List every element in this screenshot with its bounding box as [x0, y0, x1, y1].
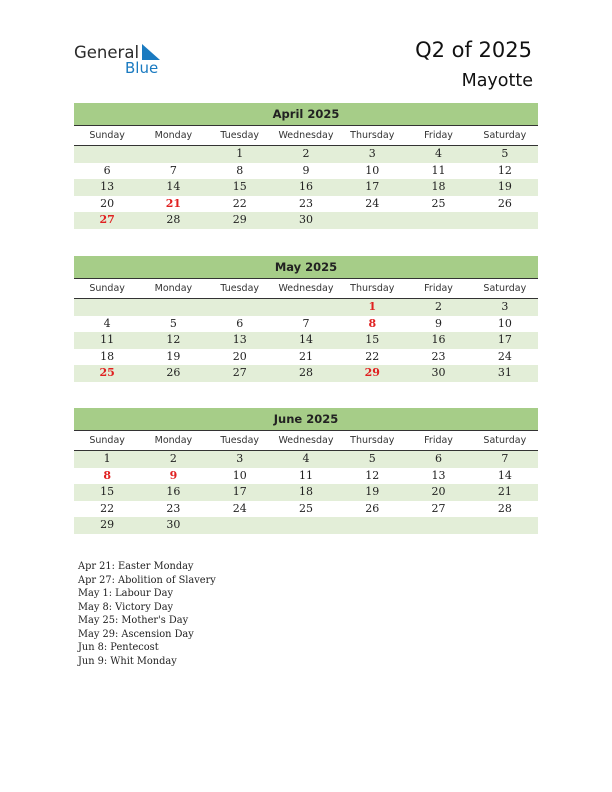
day-cell: 5 — [368, 452, 376, 465]
day-cell: 29 — [232, 213, 247, 226]
day-cell — [207, 517, 273, 534]
day-cell: 22 — [100, 501, 115, 515]
day-cell: 5 — [501, 147, 509, 160]
day-cell: 21 — [497, 485, 512, 498]
week-row — [74, 468, 538, 485]
weekday-label: Sunday — [89, 283, 125, 294]
day-cell: 2 — [169, 452, 177, 465]
day-cell: 6 — [103, 163, 111, 177]
day-cell: 13 — [431, 468, 446, 482]
day-cell — [74, 299, 140, 316]
day-cell: 11 — [298, 468, 313, 482]
day-cell — [140, 146, 206, 163]
day-cell: 15 — [100, 485, 115, 498]
day-cell — [207, 299, 273, 316]
weekday-label: Wednesday — [278, 435, 334, 446]
weekday-label: Friday — [424, 130, 453, 141]
day-cell: 28 — [298, 366, 313, 379]
day-cell: 1 — [368, 300, 377, 313]
day-cell: 5 — [169, 316, 177, 330]
day-cell: 8 — [236, 163, 244, 177]
page-subtitle: Mayotte — [461, 71, 533, 91]
month-title: June 2025 — [74, 408, 538, 431]
day-cell: 13 — [232, 333, 247, 346]
day-cell: 22 — [232, 196, 247, 210]
day-cell: 3 — [501, 300, 509, 313]
day-cell — [472, 212, 538, 229]
weekday-label: Saturday — [483, 130, 527, 141]
day-cell: 15 — [365, 333, 380, 346]
day-cell: 22 — [365, 349, 380, 363]
month-calendar — [74, 103, 538, 229]
week-row — [74, 163, 538, 180]
week-row — [74, 316, 538, 333]
day-cell: 31 — [497, 366, 512, 379]
month-title: May 2025 — [74, 256, 538, 279]
logo-word-general: General — [74, 43, 140, 62]
day-cell: 3 — [236, 452, 244, 465]
day-cell: 18 — [100, 349, 115, 363]
week-row — [74, 484, 538, 501]
day-cell: 16 — [431, 333, 446, 346]
day-cell: 7 — [302, 316, 310, 330]
day-cell: 20 — [232, 349, 247, 363]
day-cell: 3 — [368, 147, 376, 160]
day-cell: 13 — [100, 180, 115, 193]
day-cell: 30 — [431, 366, 446, 379]
day-cell: 14 — [497, 468, 512, 482]
day-cell: 27 — [99, 213, 115, 226]
day-cell: 7 — [169, 163, 177, 177]
weekday-label: Saturday — [483, 283, 527, 294]
weekday-label: Monday — [154, 283, 193, 294]
weekday-header-row — [74, 431, 538, 451]
day-cell: 12 — [365, 468, 380, 482]
day-cell: 25 — [431, 196, 446, 210]
week-row — [74, 196, 538, 213]
week-row — [74, 212, 538, 229]
day-cell: 2 — [302, 147, 310, 160]
month-calendar — [74, 256, 538, 382]
day-cell: 19 — [166, 349, 181, 363]
day-cell — [405, 517, 471, 534]
day-cell: 23 — [166, 501, 181, 515]
holiday-entry: May 25: Mother's Day — [78, 615, 189, 626]
day-cell: 29 — [100, 518, 115, 531]
weekday-label: Monday — [154, 130, 193, 141]
day-cell: 12 — [497, 163, 512, 177]
day-cell: 4 — [435, 147, 443, 160]
day-cell: 6 — [435, 452, 443, 465]
day-cell: 16 — [166, 485, 181, 498]
day-cell: 29 — [364, 366, 380, 379]
holiday-entry: Apr 27: Abolition of Slavery — [78, 574, 216, 586]
day-cell: 28 — [497, 501, 512, 515]
day-cell — [339, 212, 405, 229]
day-cell: 26 — [365, 501, 380, 515]
day-cell: 18 — [431, 180, 446, 193]
day-cell: 6 — [236, 316, 244, 330]
day-cell: 1 — [236, 147, 244, 160]
weekday-label: Friday — [424, 435, 453, 446]
weekday-label: Wednesday — [278, 130, 334, 141]
holiday-entry: Jun 8: Pentecost — [78, 642, 159, 653]
day-cell: 4 — [103, 316, 111, 330]
weekday-header-row — [74, 279, 538, 299]
day-cell: 9 — [435, 316, 443, 330]
day-cell — [74, 146, 140, 163]
weekday-header-row — [74, 126, 538, 146]
weekday-label: Monday — [154, 435, 193, 446]
day-cell: 23 — [431, 349, 446, 363]
week-row — [74, 349, 538, 366]
weekday-label: Sunday — [89, 435, 125, 446]
weekday-label: Tuesday — [220, 130, 260, 141]
weekday-label: Thursday — [350, 435, 395, 446]
weekday-label: Saturday — [483, 435, 527, 446]
month-title: April 2025 — [74, 103, 538, 126]
day-cell: 2 — [435, 300, 443, 313]
week-row — [74, 332, 538, 349]
day-cell: 30 — [166, 518, 181, 531]
week-row — [74, 179, 538, 196]
day-cell: 11 — [100, 333, 115, 346]
day-cell: 9 — [302, 163, 310, 177]
day-cell: 11 — [431, 163, 446, 177]
day-cell: 21 — [298, 349, 313, 363]
holiday-entry: May 1: Labour Day — [78, 588, 174, 599]
day-cell: 10 — [497, 316, 512, 330]
holiday-entry: Apr 21: Easter Monday — [78, 561, 194, 572]
weekday-label: Sunday — [89, 130, 125, 141]
weekday-label: Tuesday — [220, 283, 260, 294]
day-cell: 16 — [298, 180, 313, 193]
day-cell: 19 — [365, 485, 380, 498]
day-cell: 12 — [166, 333, 181, 346]
weekday-label: Thursday — [350, 130, 395, 141]
day-cell: 26 — [497, 196, 512, 210]
day-cell: 27 — [232, 366, 247, 379]
day-cell — [140, 299, 206, 316]
holiday-entry: May 8: Victory Day — [78, 601, 174, 613]
day-cell: 28 — [166, 213, 181, 226]
holiday-entry: May 29: Ascension Day — [78, 628, 194, 640]
day-cell — [273, 299, 339, 316]
day-cell: 24 — [232, 501, 247, 515]
day-cell: 4 — [302, 452, 310, 465]
day-cell: 24 — [497, 349, 512, 363]
week-row — [74, 299, 538, 316]
weekday-label: Thursday — [350, 283, 395, 294]
day-cell: 18 — [298, 485, 313, 498]
day-cell: 25 — [298, 501, 313, 515]
day-cell — [339, 517, 405, 534]
day-cell: 17 — [365, 180, 380, 193]
day-cell: 30 — [298, 213, 313, 226]
week-row — [74, 146, 538, 163]
day-cell: 8 — [368, 316, 377, 330]
day-cell — [472, 517, 538, 534]
day-cell: 15 — [232, 180, 247, 193]
page-title: Q2 of 2025 — [415, 38, 532, 62]
day-cell: 25 — [99, 366, 115, 379]
week-row — [74, 451, 538, 468]
day-cell: 21 — [165, 196, 182, 210]
day-cell: 17 — [232, 485, 247, 498]
day-cell: 26 — [166, 366, 181, 379]
day-cell: 19 — [497, 180, 512, 193]
day-cell: 8 — [103, 468, 111, 482]
day-cell: 27 — [431, 501, 446, 515]
week-row — [74, 501, 538, 518]
week-row — [74, 517, 538, 534]
holiday-list — [78, 560, 216, 668]
weekday-label: Tuesday — [220, 435, 260, 446]
day-cell: 14 — [298, 333, 313, 346]
day-cell: 20 — [100, 196, 115, 210]
day-cell: 20 — [431, 485, 446, 498]
day-cell: 9 — [169, 468, 178, 482]
brand-logo — [74, 43, 174, 79]
week-row — [74, 365, 538, 382]
day-cell — [405, 212, 471, 229]
day-cell: 10 — [365, 163, 380, 177]
logo-word-blue: Blue — [125, 59, 159, 77]
day-cell: 24 — [365, 196, 380, 210]
weekday-label: Friday — [424, 283, 453, 294]
day-cell: 10 — [232, 468, 247, 482]
month-calendar — [74, 408, 538, 534]
day-cell: 7 — [501, 452, 509, 465]
day-cell: 14 — [166, 180, 181, 193]
holiday-entry: Jun 9: Whit Monday — [78, 655, 177, 667]
day-cell: 17 — [497, 333, 512, 346]
weekday-label: Wednesday — [278, 283, 334, 294]
day-cell — [273, 517, 339, 534]
day-cell: 1 — [103, 452, 111, 465]
day-cell: 23 — [298, 196, 313, 210]
